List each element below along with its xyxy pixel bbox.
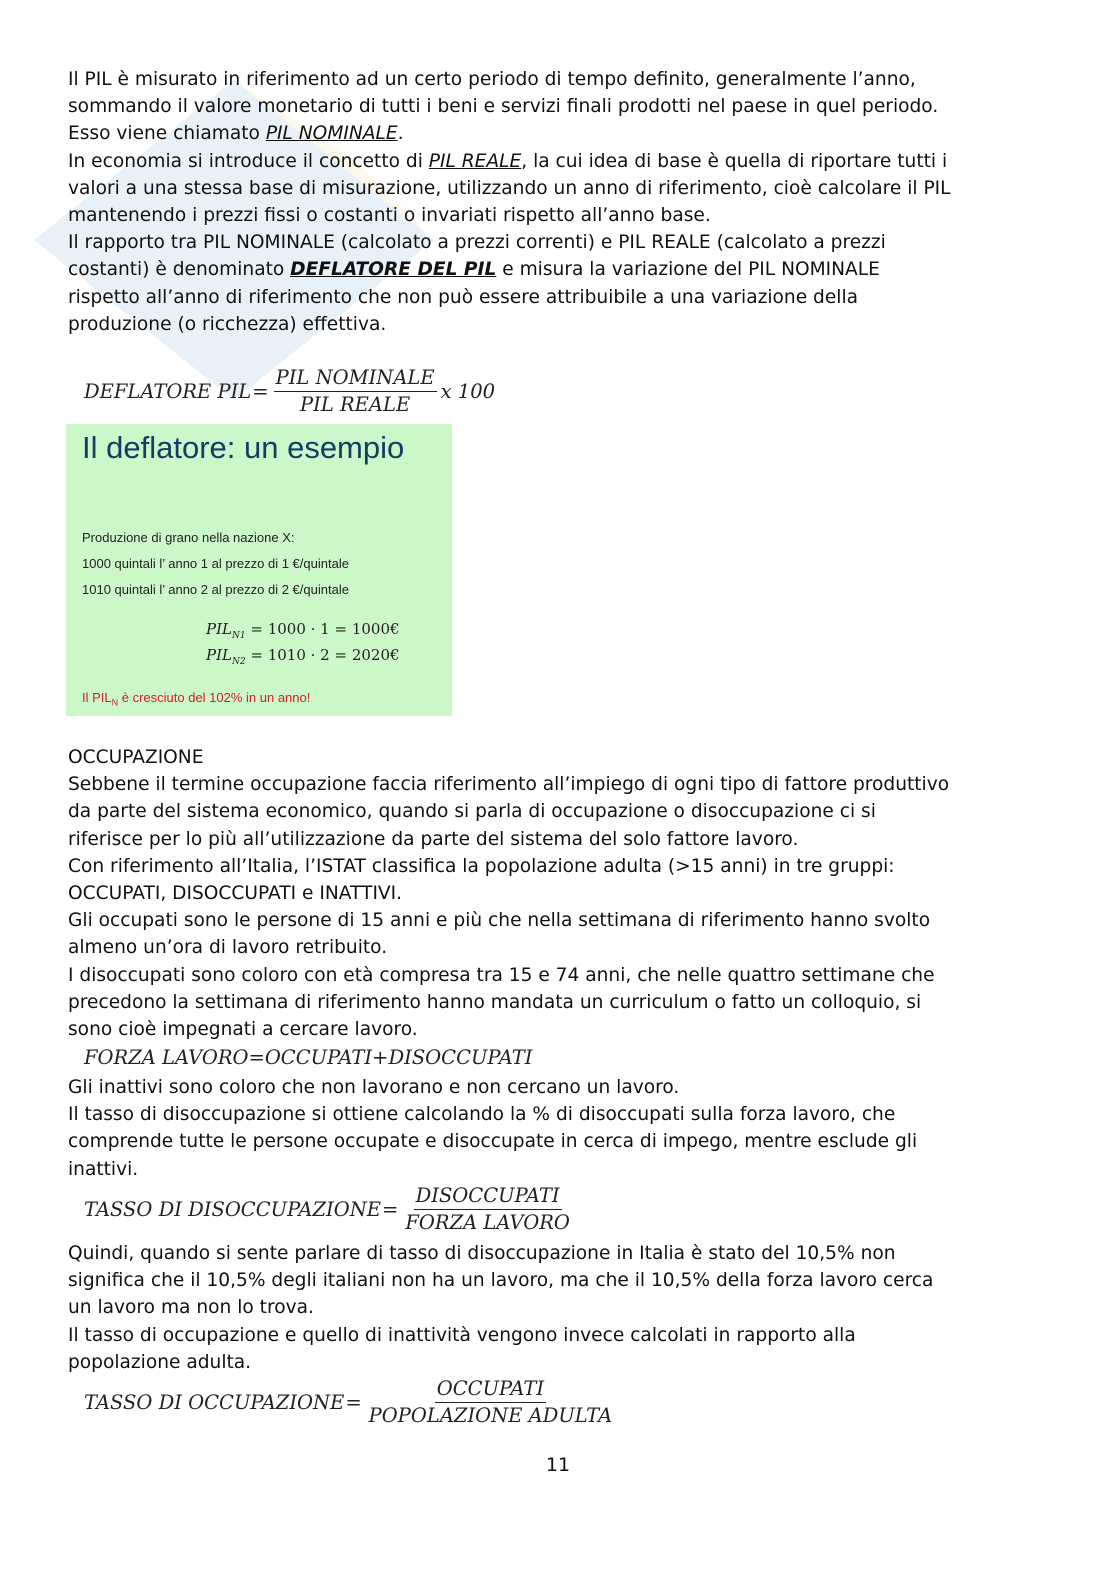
- text-line: comprende tutte le persone occupate e disoccupate in cerca di impego, mentre esclude gli: [68, 1131, 918, 1153]
- tasso-paragraph: [68, 1240, 1058, 1376]
- example-slide: [66, 424, 452, 716]
- text-line: da parte del sistema economico, quando si parla di occupazione o disoccupazione ci si: [68, 801, 876, 823]
- text-line: Il PIL è misurato in riferimento ad un certo periodo di tempo definito, generalmente l’anno,: [68, 69, 916, 90]
- text-line: inattivi.: [68, 1158, 139, 1180]
- example-line: Produzione di grano nella nazione X:: [82, 530, 295, 545]
- intro-paragraph: [68, 66, 1058, 338]
- formula-lhs: DEFLATORE PIL: [84, 380, 252, 403]
- formula-tail: x 100: [440, 380, 496, 403]
- formula-numerator: OCCUPATI: [435, 1377, 546, 1403]
- conclusion-text: è cresciuto del 102% in un anno!: [118, 690, 311, 705]
- formula-numerator: DISOCCUPATI: [414, 1184, 562, 1210]
- term-pil-nominale: PIL NOMINALE: [265, 123, 398, 145]
- formula-denominator: PIL REALE: [300, 393, 411, 416]
- text-line: Gli inattivi sono coloro che non lavorano e non cercano un lavoro.: [68, 1077, 680, 1098]
- example-line: 1010 quintali l’ anno 2 al prezzo di 2 €/quintale: [82, 582, 349, 597]
- formula-text: FORZA LAVORO=OCCUPATI+DISOCCUPATI: [84, 1046, 533, 1069]
- example-formula-2: [206, 646, 400, 667]
- text-line: riferisce per lo più all’utilizzazione da parte del sistema del solo fattore lavoro.: [68, 828, 799, 850]
- text-line: Quindi, quando si sente parlare di tasso di disoccupazione in Italia è stato del 10,5% non: [68, 1243, 896, 1264]
- conclusion-text: Il PIL: [82, 690, 112, 705]
- formula-symbol: PIL: [206, 620, 232, 638]
- example-conclusion: [82, 690, 310, 708]
- formula-disoccupazione: [84, 1184, 576, 1235]
- example-line: 1000 quintali l’ anno 1 al prezzo di 1 €/quintale: [82, 556, 349, 571]
- text-line: rispetto all’anno di riferimento che non può essere attribuibile a una variazione della: [68, 286, 859, 308]
- text-line: Sebbene il termine occupazione faccia riferimento all’impiego di ogni tipo di fattore produttivo: [68, 774, 950, 796]
- text-line: popolazione adulta.: [68, 1351, 252, 1373]
- section-heading: OCCUPAZIONE: [68, 747, 204, 768]
- text-line: In economia si introduce il concetto di: [68, 150, 429, 172]
- text-line: mantenendo i prezzi fissi o costanti o invariati rispetto all’anno base.: [68, 205, 711, 227]
- formula-forza-lavoro: [84, 1046, 533, 1069]
- text-line: OCCUPATI, DISOCCUPATI e INATTIVI.: [68, 883, 403, 905]
- formula-fraction: [403, 1184, 571, 1235]
- formula-eq: =: [345, 1391, 362, 1414]
- text-line: valori a una stessa base di misurazione, utilizzando un anno di riferimento, cioè calcolare il PIL: [68, 177, 951, 199]
- page-number: 11: [545, 1454, 571, 1476]
- occupazione-section: [68, 744, 1058, 1043]
- formula-numerator: PIL NOMINALE: [274, 366, 437, 392]
- text-line: un lavoro ma non lo trova.: [68, 1297, 314, 1319]
- formula-occupazione: [84, 1377, 618, 1428]
- term-pil-reale: PIL REALE: [428, 150, 522, 172]
- formula-fraction: [367, 1377, 615, 1428]
- formula-rhs: = 1000 · 1 = 1000€: [245, 620, 400, 638]
- text-line: Esso viene chiamato: [68, 123, 266, 145]
- inattivi-paragraph: [68, 1074, 1058, 1183]
- formula-symbol: PIL: [206, 646, 232, 664]
- formula-lhs: TASSO DI OCCUPAZIONE: [84, 1391, 345, 1414]
- text-line: I disoccupati sono coloro con età compresa tra 15 e 74 anni, che nelle quattro settimane che: [68, 964, 935, 986]
- example-formula-1: [206, 620, 400, 641]
- formula-rhs: = 1010 · 2 = 2020€: [245, 646, 400, 664]
- formula-eq: =: [382, 1198, 399, 1221]
- formula-denominator: POPOLAZIONE ADULTA: [368, 1404, 613, 1427]
- text-line: significa che il 10,5% degli italiani non ha un lavoro, ma che il 10,5% della forza lavoro cerca: [68, 1270, 934, 1292]
- text-line: Il rapporto tra PIL NOMINALE (calcolato a prezzi correnti) e PIL REALE (calcolato a prezzi: [68, 232, 886, 254]
- text-line: Il tasso di disoccupazione si ottiene calcolando la % di disoccupati sulla forza lavoro, che: [68, 1104, 896, 1126]
- formula-lhs: TASSO DI DISOCCUPAZIONE: [84, 1198, 382, 1221]
- formula-fraction: [274, 366, 437, 417]
- text-line: .: [397, 123, 404, 145]
- formula-subscript: N2: [231, 657, 246, 667]
- example-title: Il deflatore: un esempio: [82, 430, 405, 465]
- text-line: Con riferimento all’Italia, l’ISTAT classifica la popolazione adulta (>15 anni) in tre gruppi:: [68, 855, 895, 877]
- text-line: costanti) è denominato: [68, 259, 291, 281]
- formula-eq: =: [252, 380, 269, 403]
- term-deflatore: DEFLATORE DEL PIL: [290, 259, 497, 281]
- formula-denominator: FORZA LAVORO: [405, 1211, 570, 1234]
- text-line: precedono la settimana di riferimento hanno mandata un curriculum o fatto un colloquio, si: [68, 991, 922, 1013]
- text-line: e misura la variazione del PIL NOMINALE: [496, 259, 880, 281]
- text-line: Il tasso di occupazione e quello di inattività vengono invece calcolati in rapporto alla: [68, 1324, 856, 1346]
- formula-deflatore: [84, 366, 495, 417]
- text-line: sono cioè impegnati a cercare lavoro.: [68, 1019, 418, 1041]
- formula-subscript: N1: [231, 631, 246, 641]
- text-line: produzione (o ricchezza) effettiva.: [68, 313, 387, 335]
- text-line: almeno un’ora di lavoro retribuito.: [68, 937, 388, 959]
- text-line: Gli occupati sono le persone di 15 anni e più che nella settimana di riferimento hanno svolto: [68, 910, 931, 932]
- text-line: , la cui idea di base è quella di riportare tutti i: [521, 150, 948, 172]
- conclusion-subscript: N: [111, 697, 119, 708]
- text-line: sommando il valore monetario di tutti i beni e servizi finali prodotti nel paese in quel periodo.: [68, 96, 939, 118]
